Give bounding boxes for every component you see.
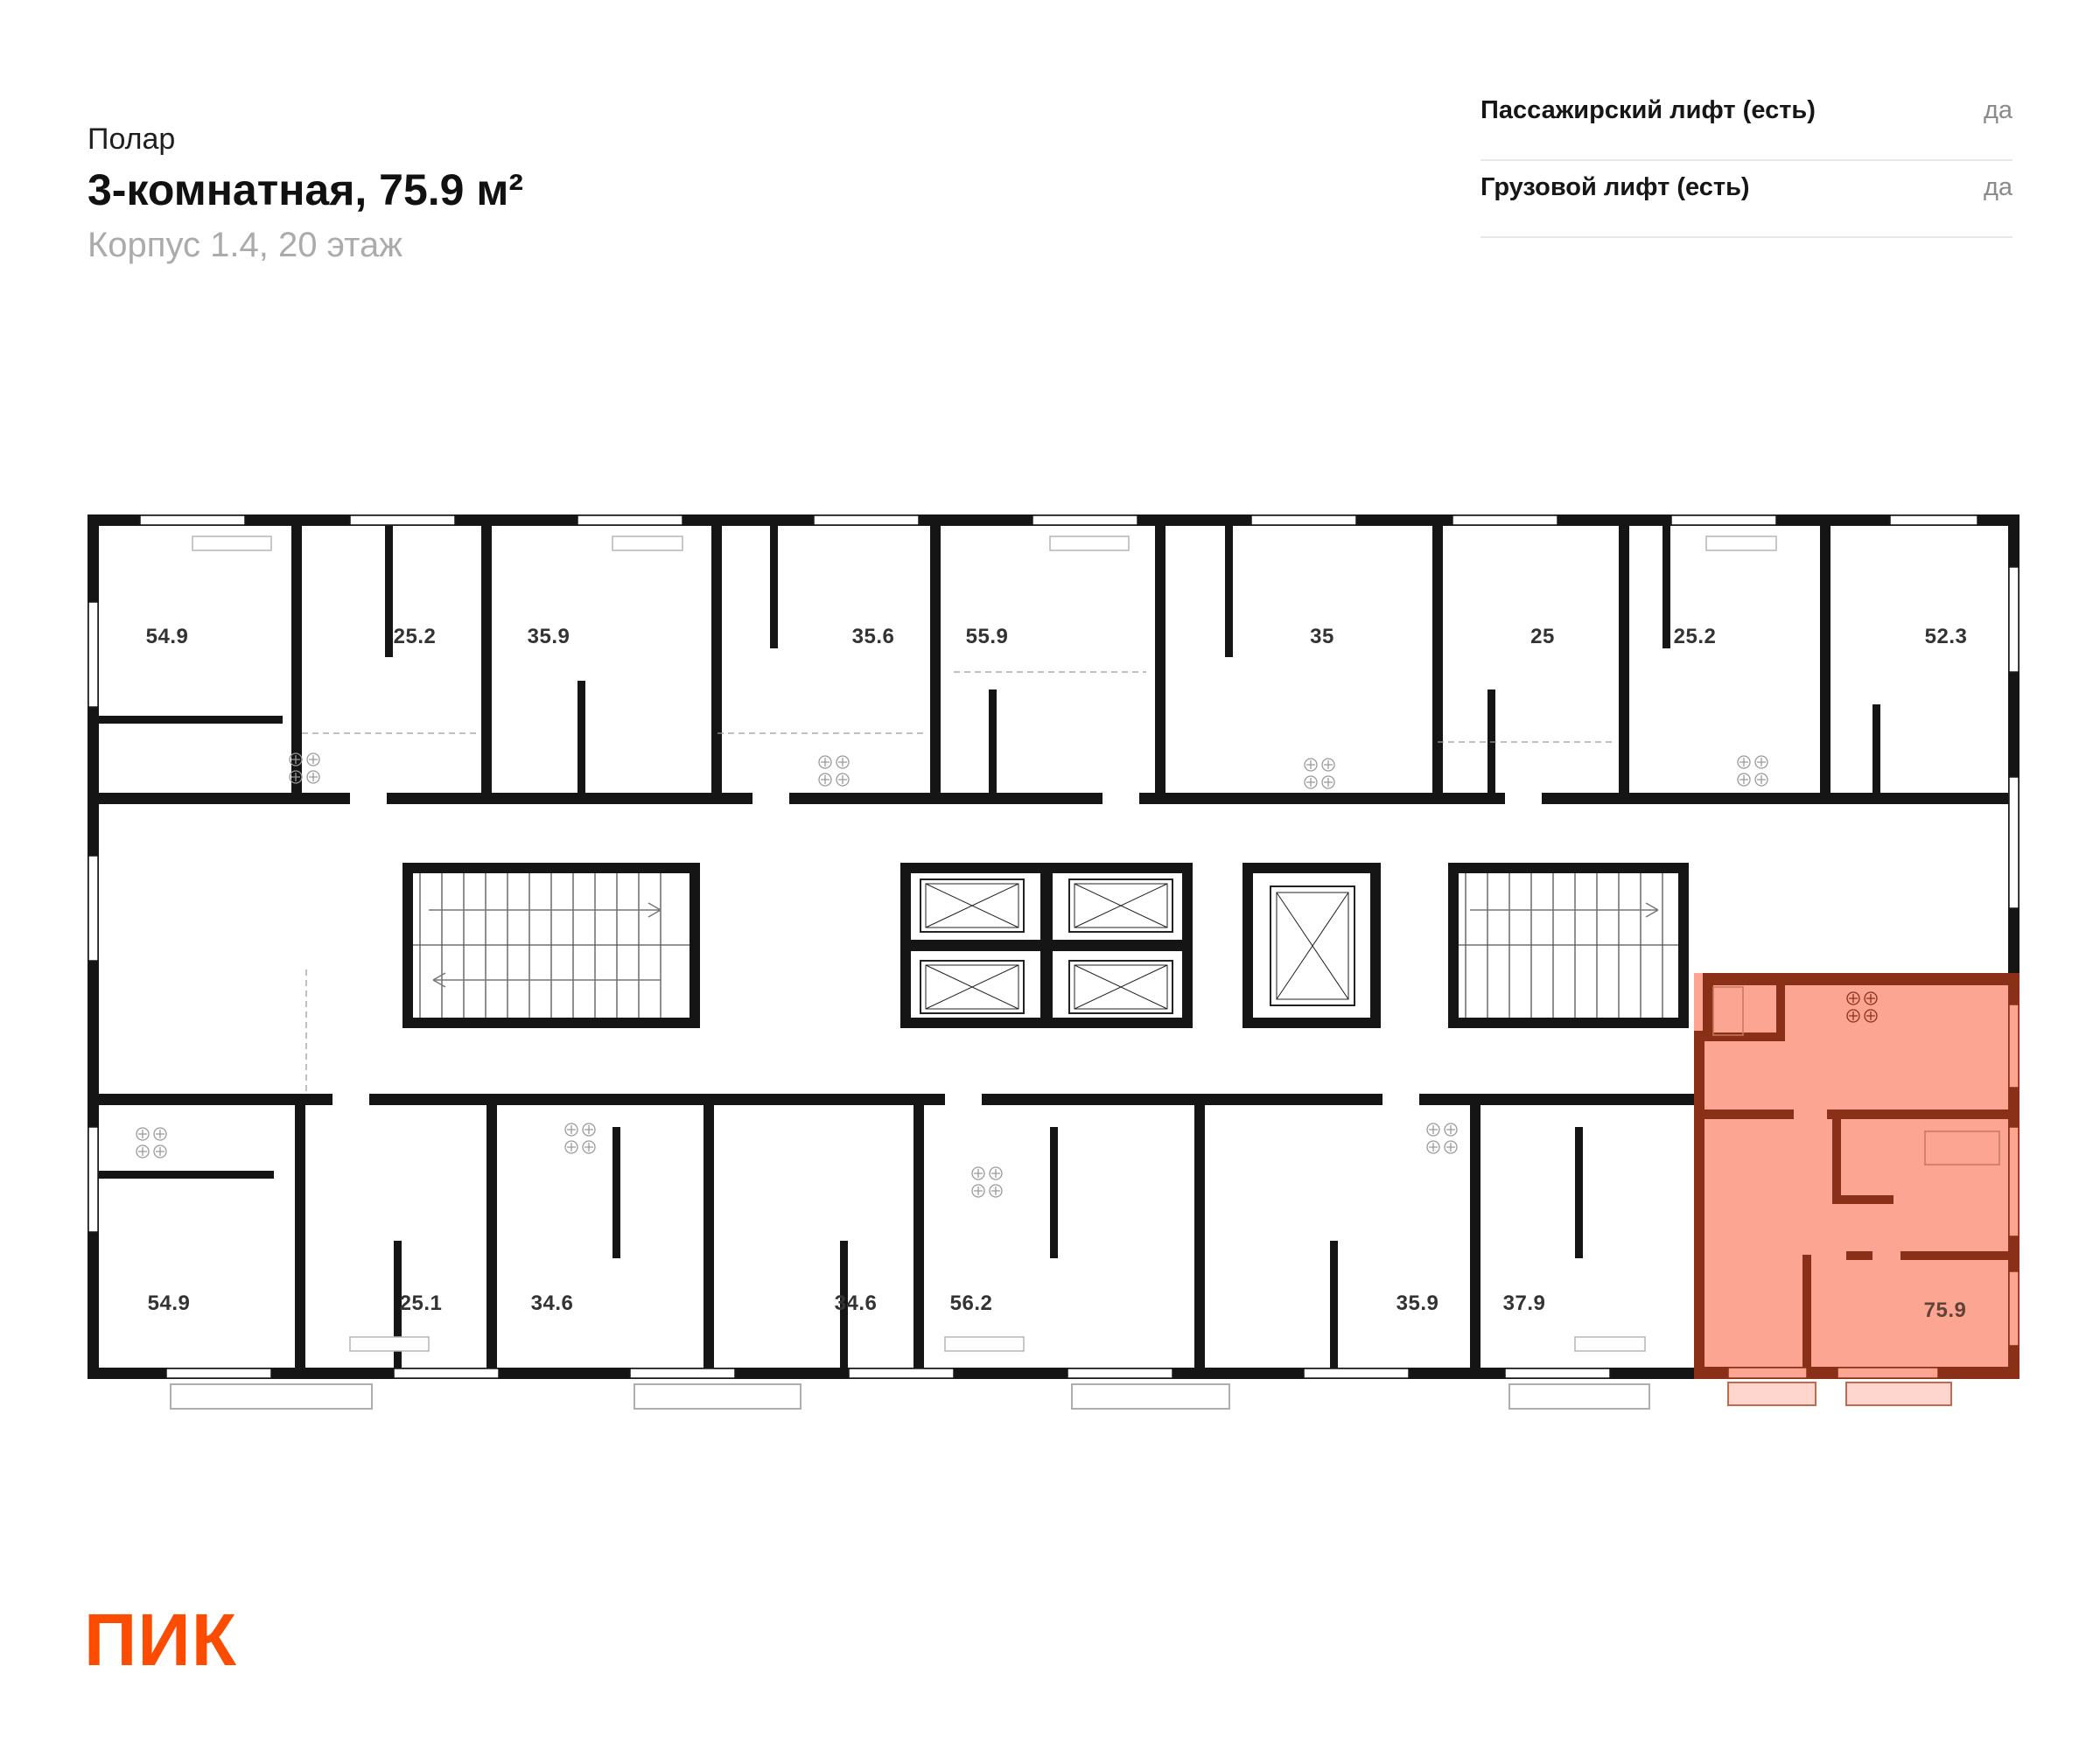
unit-area-label: 25.2 (393, 625, 437, 648)
unit-area-label: 35.9 (1396, 1292, 1439, 1315)
project-name: Полар (88, 122, 176, 156)
highlighted-unit-area-label: 75.9 (1923, 1298, 1967, 1322)
lift-cargo-label: Грузовой лифт (есть) (1480, 173, 1750, 201)
unit-area-label: 55.9 (965, 625, 1009, 648)
unit-area-label: 25 (1530, 625, 1555, 648)
pik-logo[interactable]: ПИК (84, 1599, 238, 1681)
unit-area-label: 52.3 (1924, 625, 1968, 648)
unit-area-label: 54.9 (145, 625, 189, 648)
page-subtitle: Корпус 1.4, 20 этаж (88, 226, 402, 264)
unit-area-label: 35.6 (851, 625, 895, 648)
unit-area-label: 37.9 (1502, 1292, 1546, 1315)
unit-area-label: 56.2 (949, 1292, 993, 1315)
unit-area-label: 34.6 (834, 1292, 878, 1315)
unit-area-label: 54.9 (147, 1292, 191, 1315)
lift-cargo-value: да (1983, 173, 2012, 201)
unit-area-label: 35 (1310, 625, 1334, 648)
page-title: 3-комнатная, 75.9 м² (88, 165, 523, 214)
unit-area-label: 35.9 (527, 625, 570, 648)
unit-area-label: 34.6 (530, 1292, 574, 1315)
unit-area-label: 25.1 (399, 1292, 443, 1315)
unit-area-label: 25.2 (1673, 625, 1717, 648)
lift-passenger-label: Пассажирский лифт (есть) (1480, 96, 1816, 124)
lift-passenger-value: да (1983, 96, 2012, 124)
